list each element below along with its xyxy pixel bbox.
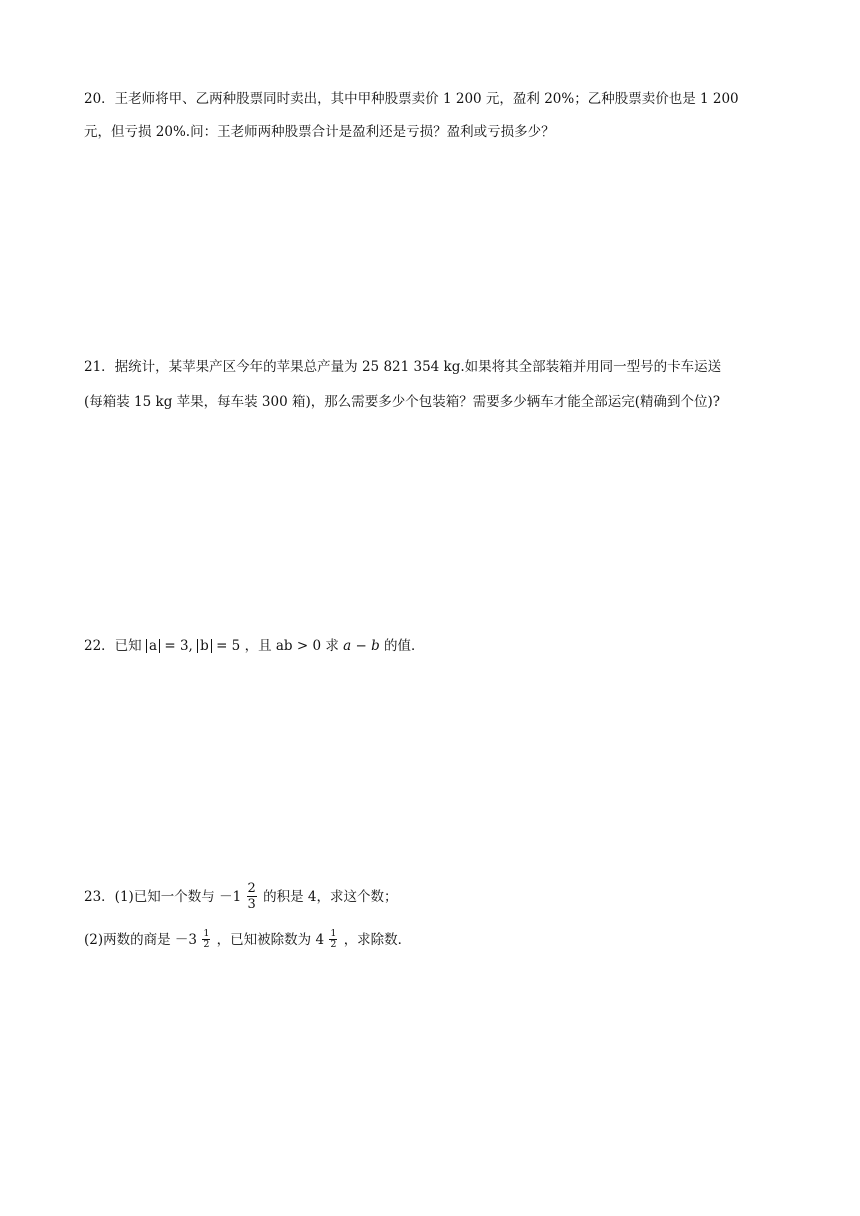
fraction-denominator: 3 [247,897,256,912]
part-2-prefix: (2)两数的商是 [84,932,171,948]
abs-b: b [197,639,212,653]
fraction-denominator: 2 [330,939,337,950]
question-20-line-1: 20．王老师将甲、乙两种股票同时卖出，其中甲种股票卖价 1 200 元，盈利 20%；乙种股票卖价也是 1 200 [84,91,739,107]
fraction [329,929,337,950]
question-20-line-2: 元，但亏损 20%.问：王老师两种股票合计是盈利还是亏损？盈利或亏损多少？ [84,124,555,140]
condition: ab > 0 [275,638,322,654]
mixed-number-whole: －3 [174,932,198,948]
question-21-line-1: 21．据统计，某苹果产区今年的苹果总产量为 25 821 354 kg.如果将其全部装箱并用同一型号的卡车运送 [84,359,722,375]
question-22 [84,636,425,656]
mixed-number-whole: －1 [219,889,242,905]
question-21-line-2: (每箱装 15 kg 苹果，每车装 300 箱)，那么需要多少个包装箱？需要多少辆车才能全部运完(精确到个位)? [84,394,721,410]
question-23-part-1 [84,882,397,913]
fraction-numerator: 2 [247,881,256,896]
part-1-suffix: 的积是 4，求这个数； [263,889,398,905]
part-2-mid: ，已知被除数为 [216,932,312,948]
fraction-numerator: 1 [203,928,210,939]
part-1-prefix: 23．(1)已知一个数与 [84,889,215,905]
question-22-ask: 求 [325,638,339,654]
expression: a − b [343,638,380,654]
abs-a: a [146,639,160,653]
fraction-numerator: 1 [330,928,337,939]
part-2-suffix: ，求除数． [343,932,412,948]
fraction-denominator: 2 [203,939,210,950]
question-22-prefix: 22．已知 [84,638,142,654]
question-22-mid: ，且 [244,638,272,654]
question-22-suffix: 的值． [384,638,425,654]
fraction [247,881,257,912]
equation-a: = 3, [164,638,193,654]
question-23-part-2 [84,930,411,951]
fraction [202,929,210,950]
mixed-number-whole: 4 [315,932,325,948]
equation-b: = 5 [216,638,241,654]
